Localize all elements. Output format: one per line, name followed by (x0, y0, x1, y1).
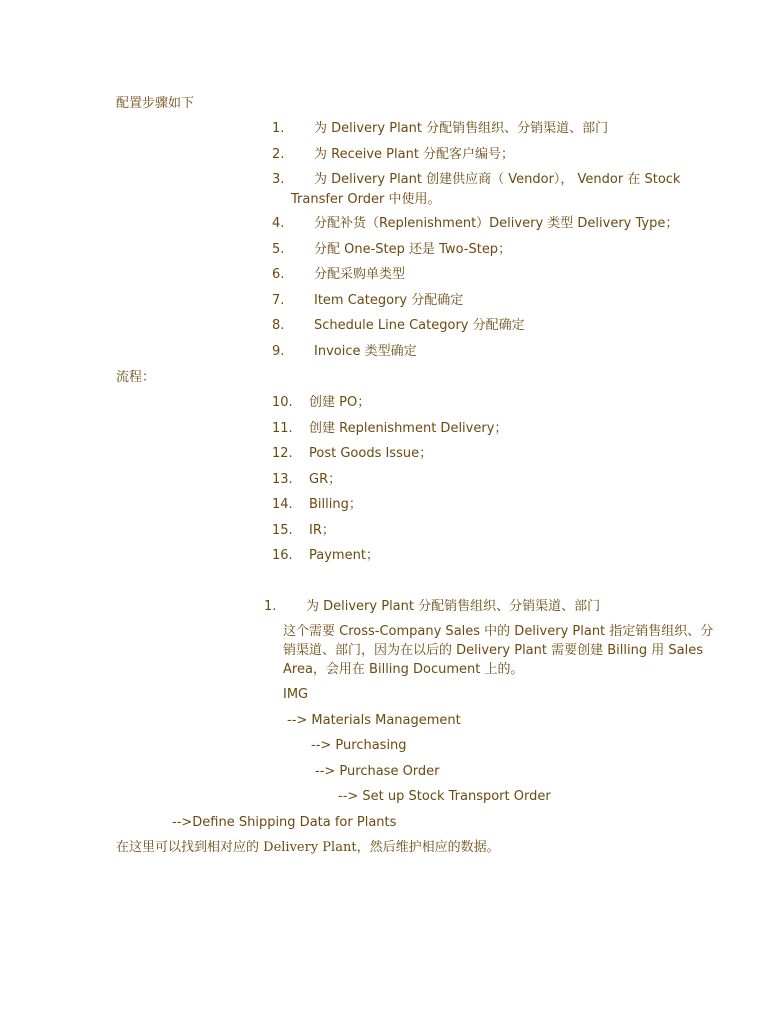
list-item (272, 119, 608, 138)
list-item-number: 12. (272, 446, 293, 461)
list-item (272, 419, 507, 438)
list-item-text: 为 Delivery Plant 创建供应商（ Vendor）， Vendor 在 Stock (314, 172, 681, 187)
intro-heading: 配置步骤如下 (116, 96, 195, 111)
path-step: --> Materials Management (287, 713, 461, 728)
closing-text-highlight: Delivery Plant (263, 840, 357, 855)
list-item (272, 240, 511, 259)
list-item (272, 521, 335, 540)
list-item-number: 6. (272, 267, 285, 282)
list-item-number: 14. (272, 497, 293, 512)
closing-text-prefix: 在这里可以找到相对应的 (116, 840, 264, 855)
list-item-text: 分配采购单类型 (314, 267, 406, 282)
list-item (272, 316, 525, 335)
list-item-text: 创建 Replenishment Delivery； (309, 421, 508, 436)
closing-paragraph (116, 838, 500, 857)
path-step: --> Set up Stock Transport Order (338, 789, 551, 804)
path-step: -->Define Shipping Data for Plants (172, 815, 397, 830)
section-heading (264, 597, 600, 616)
list-item-text: GR； (309, 472, 342, 487)
list-item (272, 393, 370, 412)
list-item (272, 145, 514, 164)
list-item-number: 10. (272, 395, 293, 410)
list-item-number: 3. (272, 172, 285, 187)
list-item-text: Invoice 类型确定 (314, 344, 417, 359)
list-item (272, 170, 680, 189)
list-item (272, 444, 432, 463)
list-item (272, 470, 341, 489)
paragraph-line: 销渠道、部门，因为在以后的 Delivery Plant 需要创建 Billing 用 Sales (283, 643, 703, 658)
list-item-number: 16. (272, 548, 293, 563)
list-item-text: Post Goods Issue； (309, 446, 433, 461)
list-item (272, 495, 362, 514)
closing-text-suffix: ，然后维护相应的数据。 (356, 840, 500, 855)
list-item-text: Payment； (309, 548, 379, 563)
process-heading: 流程： (116, 370, 156, 385)
section-title: 为 Delivery Plant 分配销售组织、分销渠道、部门 (306, 599, 601, 614)
list-item-number: 4. (272, 216, 285, 231)
list-item (272, 546, 379, 565)
list-item-number: 2. (272, 147, 285, 162)
list-item-number: 13. (272, 472, 293, 487)
list-item-text: Billing； (309, 497, 362, 512)
list-item-text: 创建 PO； (309, 395, 371, 410)
paragraph-line: Area，会用在 Billing Document 上的。 (283, 662, 524, 677)
list-item-text: 为 Receive Plant 分配客户编号； (314, 147, 515, 162)
list-item-number: 15. (272, 523, 293, 538)
list-item-text: IR； (309, 523, 335, 538)
list-item-text: 为 Delivery Plant 分配销售组织、分销渠道、部门 (314, 121, 609, 136)
list-item-number: 8. (272, 318, 285, 333)
section-number: 1. (264, 599, 277, 614)
path-step: --> Purchasing (311, 738, 407, 753)
list-item-number: 7. (272, 293, 285, 308)
list-item (272, 214, 678, 233)
list-item-text: 分配 One-Step 还是 Two-Step； (314, 242, 512, 257)
path-step: --> Purchase Order (315, 764, 440, 779)
list-item (272, 291, 463, 310)
list-item-text: Item Category 分配确定 (314, 293, 464, 308)
list-item-text: Schedule Line Category 分配确定 (314, 318, 525, 333)
img-label: IMG (283, 687, 309, 702)
list-item-number: 5. (272, 242, 285, 257)
list-item (272, 265, 405, 284)
list-item-continuation: Transfer Order 中使用。 (291, 192, 441, 207)
list-item-number: 1. (272, 121, 285, 136)
list-item (272, 342, 417, 361)
paragraph-line: 这个需要 Cross-Company Sales 中的 Delivery Plant 指定销售组织、分 (283, 624, 714, 639)
list-item-number: 9. (272, 344, 285, 359)
list-item-text: 分配补货（Replenishment）Delivery 类型 Delivery Type； (314, 216, 679, 231)
list-item-number: 11. (272, 421, 293, 436)
